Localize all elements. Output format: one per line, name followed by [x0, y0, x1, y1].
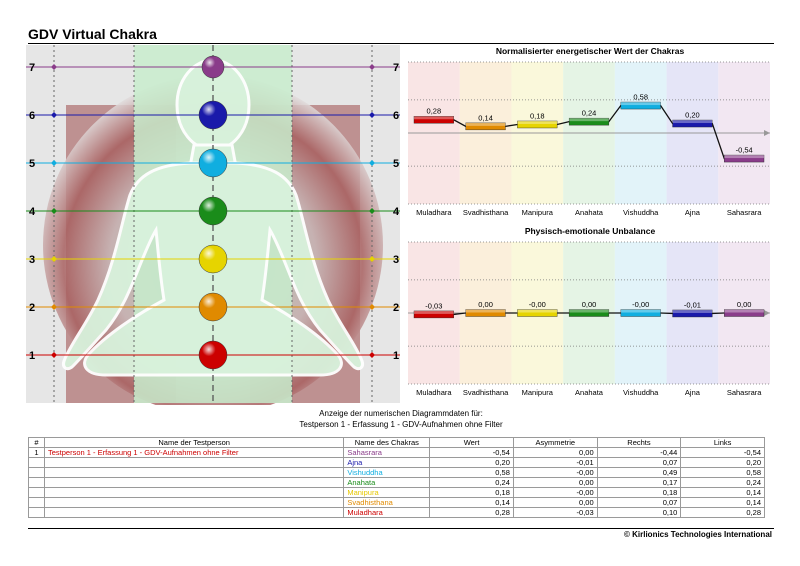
chart-value-label: 0,14	[478, 113, 493, 123]
table-row	[29, 508, 765, 518]
level-label-left: 5	[28, 158, 36, 170]
chart-bar-shine	[621, 310, 661, 313]
cell-person	[44, 488, 343, 498]
chart-bar-shine	[517, 121, 557, 124]
cell-chakra: Manipura	[344, 488, 430, 498]
cell-index	[29, 508, 45, 518]
cell-person	[44, 468, 343, 478]
chart-category-label: Muladhara	[416, 388, 452, 397]
chart-value-label: -0,54	[735, 145, 753, 155]
cell-asymmetrie: -0,00	[513, 488, 597, 498]
chart-category-label: Manipura	[521, 208, 553, 217]
chart-bar-shine	[517, 310, 557, 313]
cell-asymmetrie: -0,01	[513, 458, 597, 468]
cell-index	[29, 478, 45, 488]
level-label-left: 2	[28, 302, 36, 314]
level-label-left: 4	[28, 206, 36, 218]
chart-bar-shine	[673, 310, 713, 313]
copyright: © Kirlionics Technologies International	[624, 530, 772, 539]
chakra-sphere-highlight	[199, 341, 227, 369]
level-label-left: 3	[28, 254, 36, 266]
chart-category-label: Sahasrara	[726, 388, 762, 397]
cell-wert: 0,14	[430, 498, 514, 508]
chart-category-label: Anahata	[575, 388, 603, 397]
chart-category-label: Svadhisthana	[462, 208, 509, 217]
cell-person	[44, 498, 343, 508]
chart-bar-shine	[724, 310, 764, 313]
chart-value-label: 0,28	[426, 106, 442, 116]
chart-bar-shine	[621, 102, 661, 105]
cell-links: -0,54	[681, 448, 765, 458]
cell-wert: 0,24	[430, 478, 514, 488]
cell-rechts: 0,49	[597, 468, 681, 478]
level-label-left: 1	[28, 350, 36, 362]
cell-asymmetrie: 0,00	[513, 498, 597, 508]
cell-links: 0,58	[681, 468, 765, 478]
table-header-row	[29, 438, 765, 448]
cell-links: 0,28	[681, 508, 765, 518]
chart-energy	[408, 62, 770, 217]
caption-line-2: Testperson 1 - Erfassung 1 - GDV-Aufnahmen ohne Filter	[299, 420, 503, 429]
cell-rechts: 0,17	[597, 478, 681, 488]
cell-chakra: Ajna	[344, 458, 430, 468]
cell-chakra: Anahata	[344, 478, 430, 488]
cell-index	[29, 458, 45, 468]
cell-asymmetrie: 0,00	[513, 448, 597, 458]
level-label-right: 1	[392, 350, 400, 362]
table-row	[29, 478, 765, 488]
chart-value-label: -0,00	[632, 300, 650, 309]
chart-category-label: Vishuddha	[623, 388, 659, 397]
chart-bar-shine	[724, 155, 764, 158]
cell-chakra: Sahasrara	[344, 448, 430, 458]
chart-category-label: Sahasrara	[726, 208, 762, 217]
chart-value-label: 0,20	[685, 110, 700, 120]
header-asymmetrie: Asymmetrie	[513, 438, 597, 448]
chart-value-label: 0,00	[736, 300, 752, 309]
cell-person	[44, 508, 343, 518]
cell-chakra: Vishuddha	[344, 468, 430, 478]
level-label-right: 6	[392, 110, 400, 122]
chakra-sphere-highlight	[202, 56, 224, 78]
chart-value-label: -0,01	[683, 300, 701, 310]
level-label-left: 7	[28, 62, 36, 74]
cell-rechts: 0,07	[597, 498, 681, 508]
header-links: Links	[681, 438, 765, 448]
chart-bar-shine	[414, 311, 454, 314]
level-label-right: 4	[392, 206, 400, 218]
chakra-sphere-highlight	[199, 293, 227, 321]
chart-bar-shine	[673, 120, 713, 123]
chart-value-label: 0,00	[478, 300, 493, 309]
cell-rechts: -0,44	[597, 448, 681, 458]
cell-links: 0,24	[681, 478, 765, 488]
chart-category-label: Ajna	[684, 208, 700, 217]
chakra-body-figure	[26, 45, 410, 405]
cell-index: 1	[29, 448, 45, 458]
chakra-sphere-highlight	[199, 101, 227, 129]
chart-value-label: 0,58	[633, 92, 649, 102]
cell-links: 0,14	[681, 498, 765, 508]
chart-category-label: Vishuddha	[623, 208, 659, 217]
table-row	[29, 468, 765, 478]
chakra-data-table	[28, 437, 765, 518]
table-row	[29, 458, 765, 468]
chart-value-label: 0,00	[581, 300, 597, 309]
cell-wert: 0,18	[430, 488, 514, 498]
cell-index	[29, 498, 45, 508]
page-title: GDV Virtual Chakra	[28, 26, 157, 42]
cell-rechts: 0,07	[597, 458, 681, 468]
table-row	[29, 488, 765, 498]
chart-value-label: 0,18	[529, 111, 545, 121]
table-row	[29, 498, 765, 508]
cell-asymmetrie: -0,03	[513, 508, 597, 518]
level-label-right: 5	[392, 158, 400, 170]
header-person: Name der Testperson	[44, 438, 343, 448]
chart-bar-shine	[414, 116, 454, 119]
cell-wert: 0,58	[430, 468, 514, 478]
cell-person	[44, 478, 343, 488]
chart-category-label: Manipura	[521, 388, 553, 397]
cell-chakra: Muladhara	[344, 508, 430, 518]
cell-links: 0,14	[681, 488, 765, 498]
chart-bar-shine	[466, 310, 506, 313]
cell-index	[29, 468, 45, 478]
cell-links: 0,20	[681, 458, 765, 468]
header-wert: Wert	[430, 438, 514, 448]
cell-wert: 0,28	[430, 508, 514, 518]
header-rechts: Rechts	[597, 438, 681, 448]
chakra-sphere-highlight	[199, 245, 227, 273]
cell-chakra: Svadhisthana	[344, 498, 430, 508]
chart-category-label: Anahata	[575, 208, 603, 217]
cell-person	[44, 458, 343, 468]
level-label-right: 2	[392, 302, 400, 314]
cell-asymmetrie: 0,00	[513, 478, 597, 488]
cell-rechts: 0,10	[597, 508, 681, 518]
chakra-charts	[404, 44, 776, 408]
level-label-right: 7	[392, 62, 400, 74]
cell-rechts: 0,18	[597, 488, 681, 498]
chart-category-label: Ajna	[684, 388, 700, 397]
level-label-left: 6	[28, 110, 36, 122]
cell-index	[29, 488, 45, 498]
chakra-sphere-highlight	[199, 197, 227, 225]
cell-wert: 0,20	[430, 458, 514, 468]
chart-energy-title: Normalisierter energetischer Wert der Chakras	[495, 46, 685, 56]
chart-category-label: Muladhara	[416, 208, 452, 217]
chart-bar-shine	[466, 123, 506, 126]
level-label-right: 3	[392, 254, 400, 266]
caption-line-1: Anzeige der numerischen Diagrammdaten für:	[319, 409, 483, 418]
header-index: #	[29, 438, 45, 448]
chart-value-label: 0,24	[581, 108, 597, 118]
cell-wert: -0,54	[430, 448, 514, 458]
header-chakra: Name des Chakras	[344, 438, 430, 448]
chakra-sphere-highlight	[199, 149, 227, 177]
chart-bar-shine	[569, 118, 609, 121]
chart-imbalance	[408, 242, 770, 397]
chart-value-label: -0,03	[425, 301, 443, 311]
chart-category-label: Svadhisthana	[462, 388, 509, 397]
cell-asymmetrie: -0,00	[513, 468, 597, 478]
chart-bar-shine	[569, 310, 609, 313]
footer-divider	[28, 528, 774, 529]
chart-value-label: -0,00	[528, 300, 546, 309]
chart-imbalance-title: Physisch-emotionale Unbalance	[524, 226, 656, 236]
table-row	[29, 448, 765, 458]
cell-person: Testperson 1 - Erfassung 1 - GDV-Aufnahmen ohne Filter	[44, 448, 343, 458]
